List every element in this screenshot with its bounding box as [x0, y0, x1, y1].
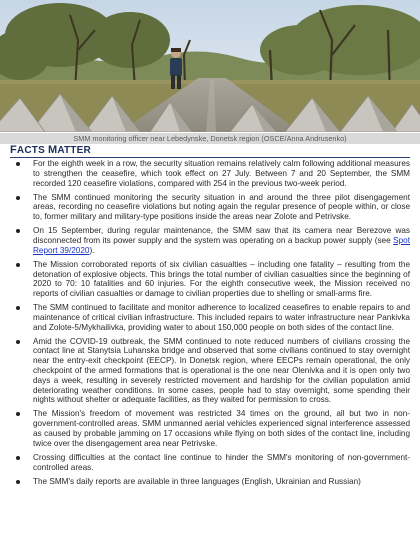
- heading-divider: [10, 157, 410, 158]
- list-item: [0, 260, 420, 299]
- bullet-icon: [16, 229, 20, 233]
- list-item-text: The Mission's freedom of movement was restricted 34 times on the ground, all but two in non-government-controlled areas. SMM unmanned aerial vehicles experienced signal interference assessed as caused by probable jamming on 17 occasions while flying on both sides of the contact line, including twice over the disengagement area near Petrivske.: [33, 409, 410, 448]
- list-item: [0, 303, 420, 332]
- list-item: [0, 409, 420, 448]
- list-item: [0, 453, 420, 473]
- list-item-text: Crossing difficulties at the contact line continue to hinder the SMM's monitoring of non-government-controlled areas.: [33, 452, 410, 472]
- bullet-icon: [16, 306, 20, 310]
- spot-report-link[interactable]: Spot Report 39/2020: [33, 235, 410, 255]
- bullet-icon: [16, 263, 20, 267]
- list-item: [0, 159, 420, 188]
- list-item: [0, 337, 420, 406]
- photo-caption: SMM monitoring officer near Lebedynske, Donetsk region (OSCE/Anna Andrusenko): [0, 133, 420, 144]
- list-item-text: The SMM continued to facilitate and monitor adherence to localized ceasefires to enable repairs to and maintenance of critical civilian infrastructure. This included repairs to water infrastructure near Pankivka and Zolote-5/Mykhailivka, providing water to about 150,000 people on both sides of the contact line.: [33, 303, 410, 332]
- list-item-text: The SMM's daily reports are available in three languages (English, Ukrainian and Russian): [33, 476, 361, 486]
- bullet-icon: [16, 456, 20, 460]
- list-item-text-end: ).: [89, 245, 95, 255]
- road-photo-illustration: [0, 0, 420, 132]
- list-item: [0, 193, 420, 222]
- list-item-text: Amid the COVID-19 outbreak, the SMM continued to note reduced numbers of civilians crossing the contact line at Stanytsia Luhanska bridge and observed that some civilians continued to stay overnight near the entry-exit checkpoint (EECP). In Donetsk region, where EECPs remain operational, the only checkpoint of the armed formations that is operational is the one near Olenivka and it is open only two days a week, resulting in severely restricted movement and hardship for the civilian population amid deteriorating weather conditions. In some cases, people had to stay overnight, some spending their nights without shelter or adequate facilities, as they waited for permission to cross.: [33, 336, 410, 405]
- section-heading: [10, 145, 410, 156]
- heading-rest-facts: ACTS: [16, 145, 45, 156]
- bullet-icon: [16, 196, 20, 200]
- road-photo: [0, 0, 420, 132]
- bullet-icon: [16, 340, 20, 344]
- list-item-text: On 15 September, during regular maintenance, the SMM saw that its camera near Berezove was disconnected from its power supply and the system was operating on a backup power supply (see: [33, 226, 410, 245]
- list-item-text: For the eighth week in a row, the security situation remains relatively calm following additional measures to strengthen the ceasefire, which took effect on 27 July. Between 7 and 20 September, the SMM recorded 120 ceasefire violations, compared with 254 in the previous two-week period.: [33, 159, 410, 188]
- list-item: [0, 477, 420, 487]
- bullet-icon: [16, 412, 20, 416]
- heading-initial-f: F: [10, 144, 17, 156]
- bullet-icon: [16, 480, 20, 484]
- heading-rest-matter: ATTER: [57, 145, 91, 156]
- heading-initial-m: M: [47, 144, 58, 156]
- list-item: [0, 226, 420, 255]
- list-item-text: The Mission corroborated reports of six civilian casualties – including one fatality – resulting from the detonation of explosive objects. This brings the total number of civilian casualties since the beginning of 2020 to 70: 10 fatalities and 60 injuries. For the eighth consecutive week, the Mission received no reports of civilian casualties or damage to civilian properties due to shelling or small-arms fire.: [33, 259, 410, 299]
- bullet-icon: [16, 162, 20, 166]
- list-item-text: The SMM continued monitoring the security situation in and around the three pilot disengagement areas, recording no ceasefire violations but noting again the regular presence of people within, or close to, former military and military-type positions inside the areas near Zolote and Petrivske.: [33, 192, 410, 222]
- facts-list: [0, 159, 420, 491]
